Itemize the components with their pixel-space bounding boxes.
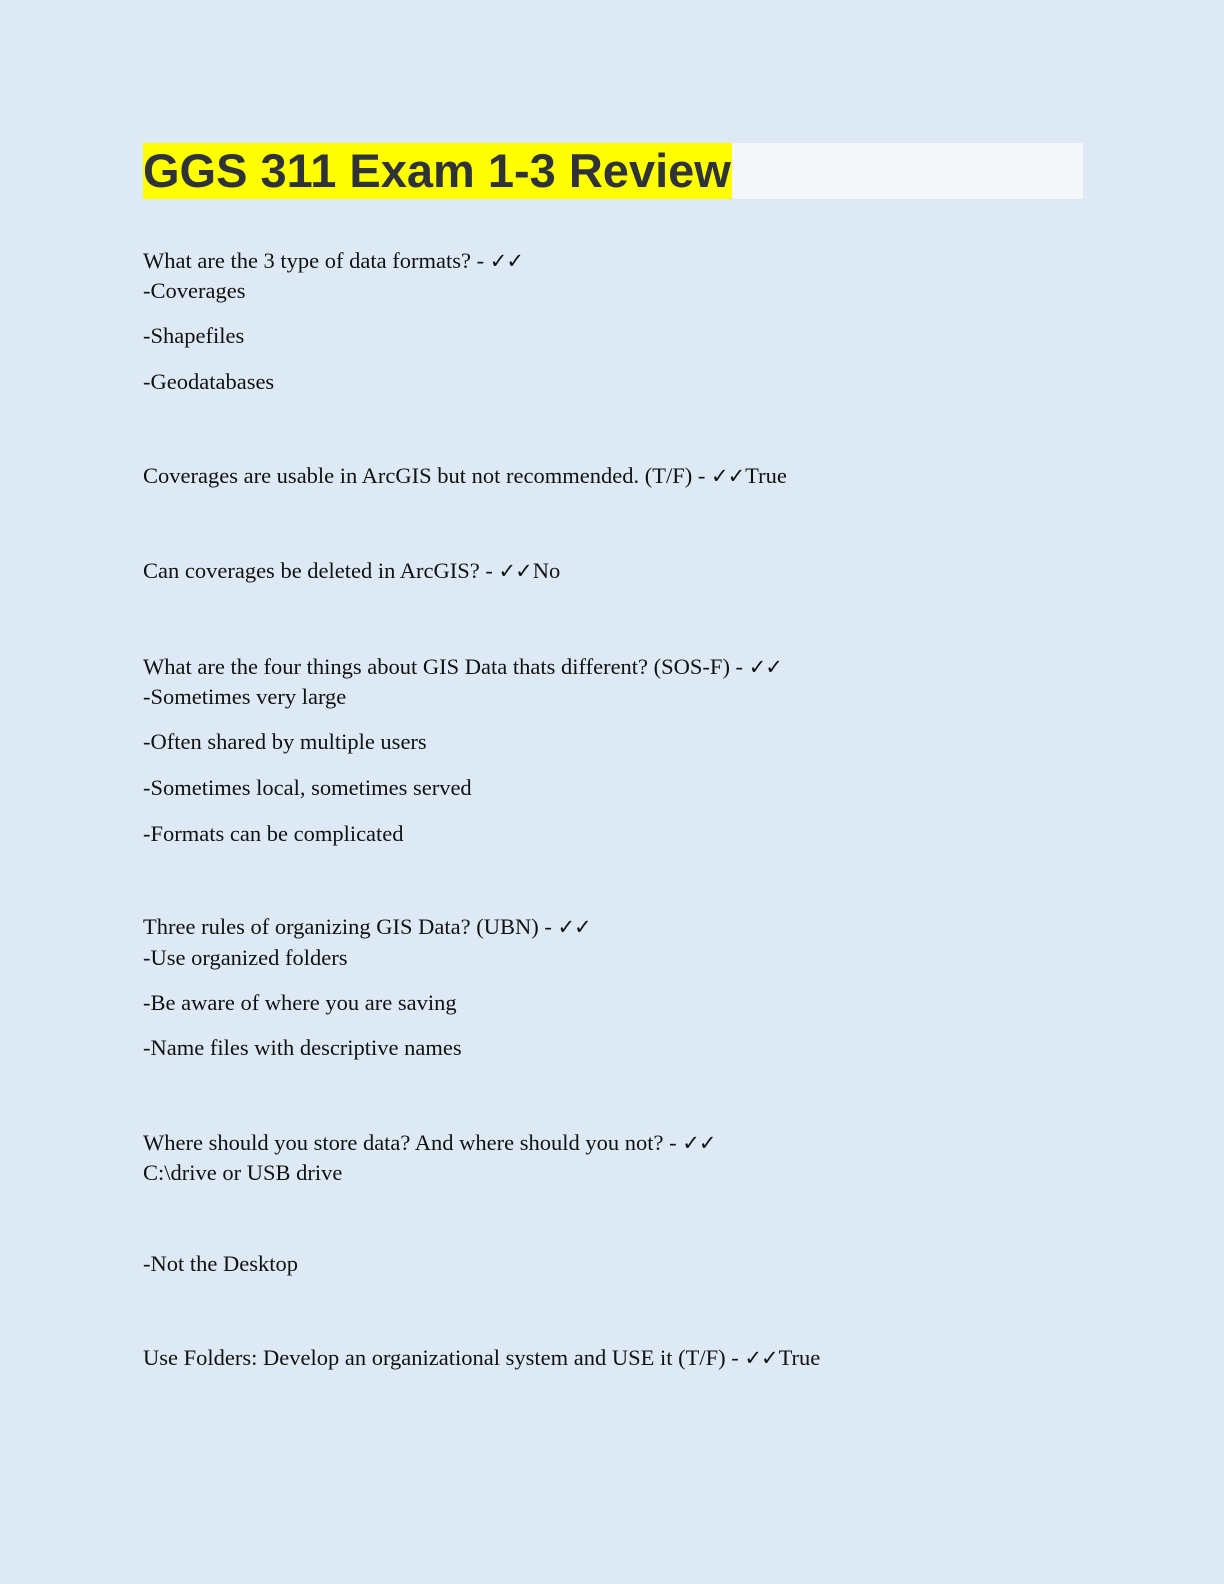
question-line (143, 557, 560, 585)
question-text: What are the four things about GIS Data thats different? (SOS-F) - (143, 654, 749, 679)
answer-line: -Not the Desktop (143, 1251, 298, 1276)
double-check-icon: ✓✓ (710, 464, 745, 488)
answer-line: -Name files with descriptive names (143, 1035, 462, 1060)
question-text: What are the 3 type of data formats? - (143, 248, 490, 273)
answer-line: -Use organized folders (143, 945, 348, 970)
answer-line: -Shapefiles (143, 323, 245, 348)
double-check-icon: ✓✓ (498, 559, 532, 583)
answer-line: -Coverages (143, 278, 246, 303)
answer-line: -Be aware of where you are saving (143, 990, 457, 1015)
question-line (143, 913, 592, 941)
question-text: Where should you store data? And where should you not? - (143, 1130, 683, 1155)
question-text: Three rules of organizing GIS Data? (UBN) - (143, 914, 558, 939)
double-check-icon: ✓✓ (489, 249, 523, 273)
inline-answer: True (778, 1345, 821, 1370)
answer-line: -Sometimes very large (143, 684, 347, 709)
double-check-icon: ✓✓ (557, 915, 591, 939)
answer-line: -Sometimes local, sometimes served (143, 775, 472, 800)
document-title: GGS 311 Exam 1-3 Review (143, 144, 731, 197)
answer-line: -Often shared by multiple users (143, 729, 427, 754)
double-check-icon: ✓✓ (744, 1346, 778, 1370)
question-line (143, 247, 524, 275)
question-line (143, 1129, 716, 1157)
question-text: Coverages are usable in ArcGIS but not recommended. (T/F) - (143, 463, 711, 488)
question-line (143, 653, 783, 681)
double-check-icon: ✓✓ (682, 1131, 716, 1155)
inline-answer: No (532, 558, 561, 583)
answer-line: -Geodatabases (143, 369, 275, 394)
inline-answer: True (745, 463, 787, 488)
title-banner (143, 143, 1083, 199)
question-text: Use Folders: Develop an organizational system and USE it (T/F) - (143, 1345, 745, 1370)
double-check-icon: ✓✓ (748, 655, 782, 679)
question-line (143, 462, 787, 490)
question-text: Can coverages be deleted in ArcGIS? - (143, 558, 499, 583)
answer-line: -Formats can be complicated (143, 821, 404, 846)
answer-line: C:\drive or USB drive (143, 1160, 343, 1185)
question-line (143, 1344, 820, 1372)
